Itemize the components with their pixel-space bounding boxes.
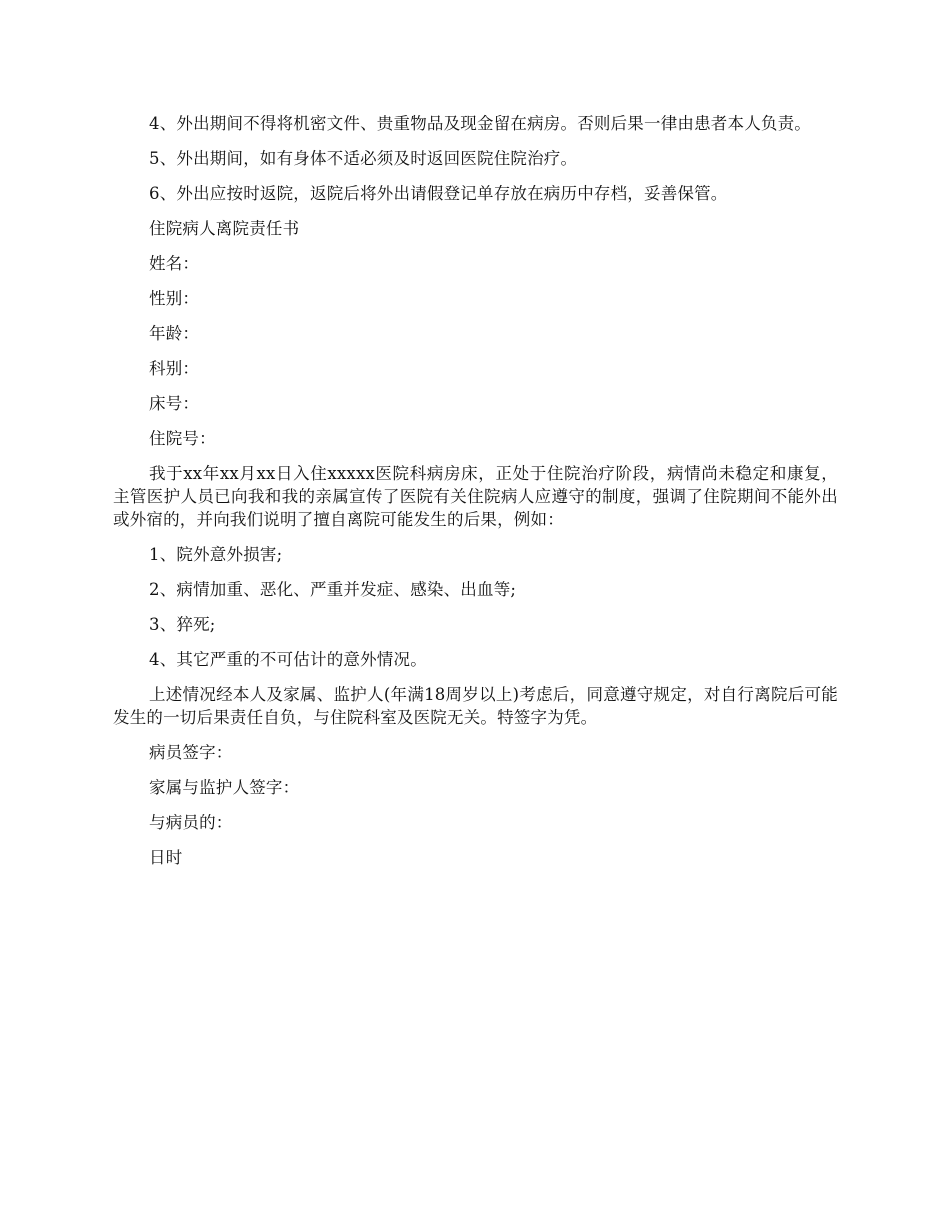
field-bed-number: 床号： — [149, 394, 200, 413]
signature-patient: 病员签字： — [149, 743, 233, 762]
paragraph-rule-4: 4、外出期间不得将机密文件、贵重物品及现金留在病房。否则后果一律由患者本人负责。 — [149, 114, 811, 133]
field-gender: 性别： — [149, 289, 200, 308]
document-body — [113, 112, 838, 881]
risk-item-1: 1、院外意外损害; — [149, 545, 283, 564]
field-age: 年龄： — [149, 324, 200, 343]
risk-item-3: 3、猝死; — [149, 615, 216, 634]
field-department: 科别： — [149, 359, 200, 378]
paragraph-rule-5: 5、外出期间，如有身体不适必须及时返回医院住院治疗。 — [149, 149, 578, 168]
risk-item-2: 2、病情加重、恶化、严重并发症、感染、出血等; — [149, 580, 517, 599]
document-title: 住院病人离院责任书 — [149, 219, 300, 238]
field-name: 姓名： — [149, 254, 200, 273]
field-admission-number: 住院号： — [149, 429, 216, 448]
date-time: 日时 — [149, 848, 183, 867]
relationship-to-patient: 与病员的： — [149, 813, 233, 832]
risk-item-4: 4、其它严重的不可估计的意外情况。 — [149, 650, 427, 669]
paragraph-statement: 我于xx年xx月xx日入住xxxxx医院科病房床，正处于住院治疗阶段，病情尚未稳定和康复，主管医护人员已向我和我的亲属宣传了医院有关住院病人应遵守的制度，强调了住院期间不能外出或外宿的，并向我们说明了擅自离院可能发生的后果，例如： — [113, 464, 838, 529]
signature-family-guardian: 家属与监护人签字： — [149, 778, 300, 797]
paragraph-consent: 上述情况经本人及家属、监护人(年满18周岁以上)考虑后，同意遵守规定，对自行离院后可能发生的一切后果责任自负，与住院科室及医院无关。特签字为凭。 — [113, 685, 838, 727]
paragraph-rule-6: 6、外出应按时返院，返院后将外出请假登记单存放在病历中存档，妥善保管。 — [149, 184, 728, 203]
